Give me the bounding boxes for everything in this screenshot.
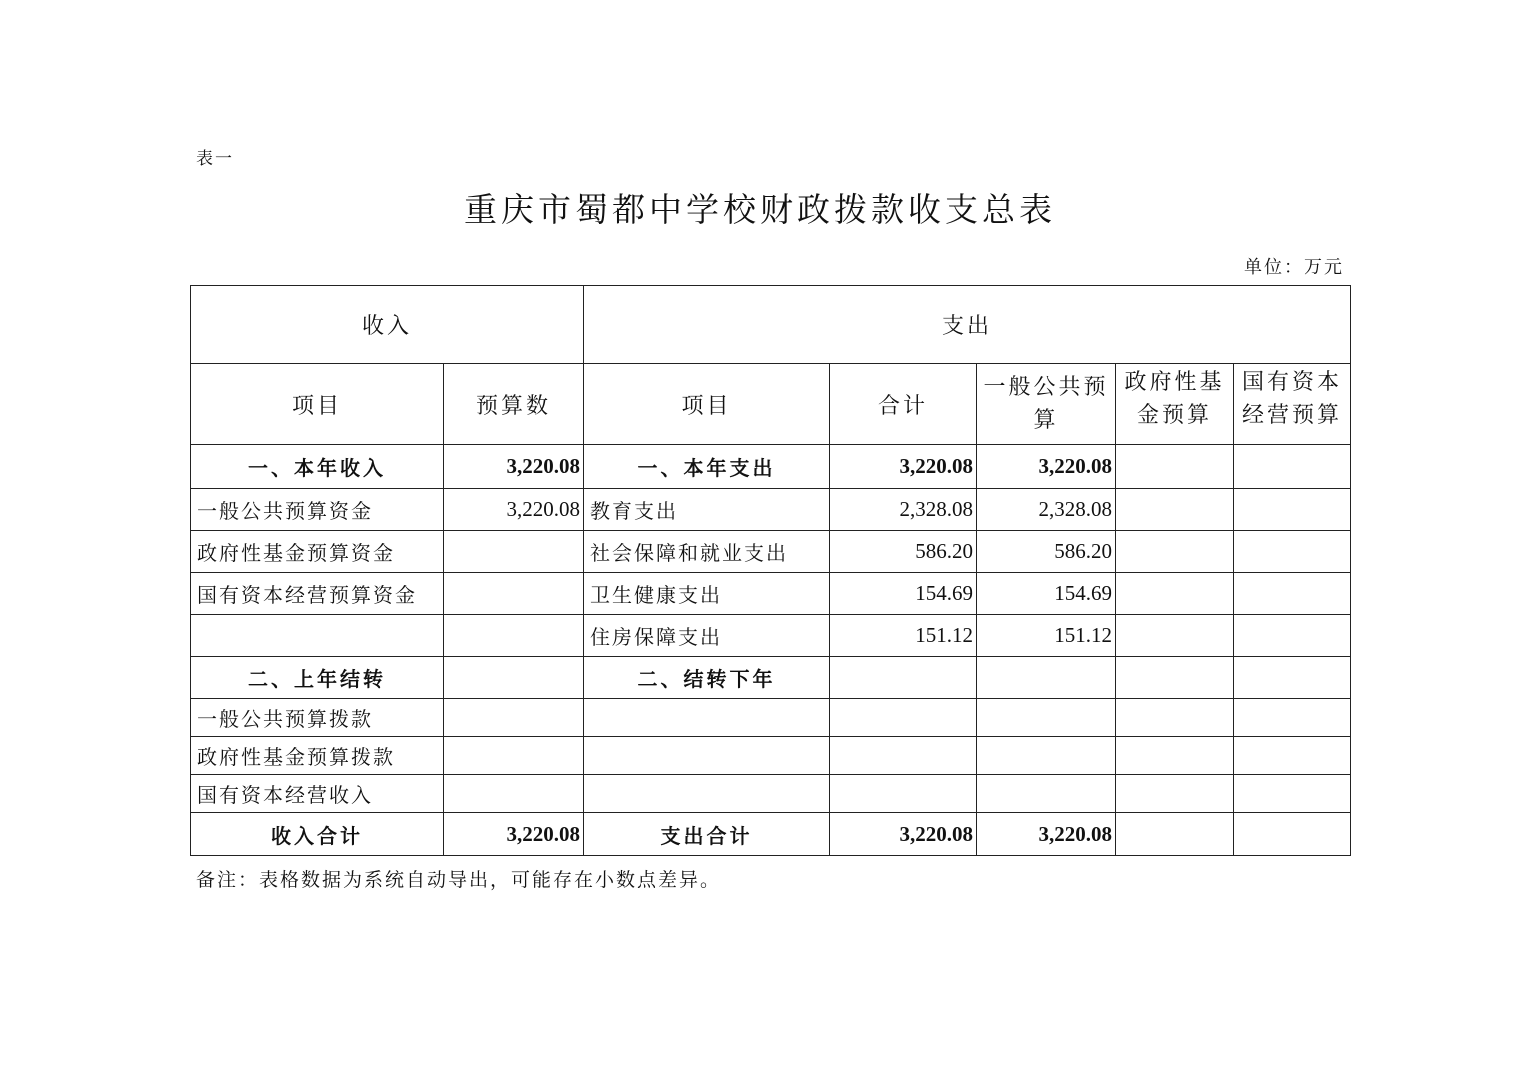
total-value [830, 657, 977, 699]
income-item: 国有资本经营收入 [191, 775, 444, 813]
general-budget-header: 一般公共预算 [977, 364, 1116, 445]
general-value: 586.20 [977, 531, 1116, 573]
expense-item: 住房保障支出 [584, 615, 830, 657]
general-value [977, 775, 1116, 813]
totals-row [191, 813, 1351, 856]
income-value [444, 775, 584, 813]
footnote: 备注：表格数据为系统自动导出，可能存在小数点差异。 [196, 869, 722, 891]
income-item: 一、本年收入 [191, 445, 444, 489]
state-capital-value [1234, 737, 1351, 775]
table-row [191, 775, 1351, 813]
table-row [191, 445, 1351, 489]
income-item: 国有资本经营预算资金 [191, 573, 444, 615]
gov-fund-value [1116, 657, 1234, 699]
expense-item-header: 项目 [584, 364, 830, 445]
total-value: 3,220.08 [830, 813, 977, 856]
gov-fund-value [1116, 615, 1234, 657]
state-capital-value [1234, 615, 1351, 657]
gov-fund-value [1116, 775, 1234, 813]
expense-item: 一、本年支出 [584, 445, 830, 489]
gov-fund-value [1116, 531, 1234, 573]
table-row [191, 657, 1351, 699]
gov-fund-budget-header [1116, 364, 1234, 445]
expense-total-label: 支出合计 [584, 813, 830, 856]
budget-summary-table [190, 285, 1351, 856]
income-value [444, 615, 584, 657]
total-value: 586.20 [830, 531, 977, 573]
expense-item: 卫生健康支出 [584, 573, 830, 615]
general-value [977, 657, 1116, 699]
total-value [830, 737, 977, 775]
gov-fund-budget-header-text: 政府性基金预算 [1124, 370, 1225, 428]
table-row [191, 531, 1351, 573]
gov-fund-value [1116, 699, 1234, 737]
table-row [191, 489, 1351, 531]
general-value: 151.12 [977, 615, 1116, 657]
expense-item [584, 737, 830, 775]
income-item: 政府性基金预算拨款 [191, 737, 444, 775]
income-item: 一般公共预算资金 [191, 489, 444, 531]
table-row [191, 699, 1351, 737]
income-total-label: 收入合计 [191, 813, 444, 856]
general-value [977, 699, 1116, 737]
gov-fund-value [1116, 445, 1234, 489]
gov-fund-value [1116, 813, 1234, 856]
gov-fund-value [1116, 489, 1234, 531]
expense-header: 支出 [584, 286, 1351, 364]
header-row-2 [191, 364, 1351, 445]
general-value [977, 737, 1116, 775]
total-value: 151.12 [830, 615, 977, 657]
state-capital-value [1234, 813, 1351, 856]
income-value: 3,220.08 [444, 445, 584, 489]
expense-item: 教育支出 [584, 489, 830, 531]
income-value [444, 699, 584, 737]
header-row-1 [191, 286, 1351, 364]
state-capital-value [1234, 573, 1351, 615]
table-row [191, 737, 1351, 775]
total-value [830, 775, 977, 813]
total-value [830, 699, 977, 737]
state-capital-value [1234, 657, 1351, 699]
expense-item: 二、结转下年 [584, 657, 830, 699]
income-value: 3,220.08 [444, 489, 584, 531]
state-capital-value [1234, 489, 1351, 531]
state-capital-value [1234, 531, 1351, 573]
income-item: 二、上年结转 [191, 657, 444, 699]
income-total-value: 3,220.08 [444, 813, 584, 856]
state-capital-budget-header-text: 国有资本经营预算 [1242, 370, 1343, 428]
unit-label: 单位：万元 [1244, 257, 1344, 278]
general-value: 3,220.08 [977, 813, 1116, 856]
state-capital-value [1234, 699, 1351, 737]
income-item [191, 615, 444, 657]
table-row [191, 573, 1351, 615]
income-value [444, 573, 584, 615]
income-value [444, 737, 584, 775]
general-value: 3,220.08 [977, 445, 1116, 489]
gov-fund-value [1116, 737, 1234, 775]
general-value: 2,328.08 [977, 489, 1116, 531]
table-label: 表一 [196, 149, 234, 169]
income-value [444, 531, 584, 573]
state-capital-value [1234, 775, 1351, 813]
income-budget-header: 预算数 [444, 364, 584, 445]
total-value: 2,328.08 [830, 489, 977, 531]
income-item: 政府性基金预算资金 [191, 531, 444, 573]
total-header: 合计 [830, 364, 977, 445]
page-title: 重庆市蜀都中学校财政拨款收支总表 [464, 190, 1056, 229]
general-value: 154.69 [977, 573, 1116, 615]
total-value: 3,220.08 [830, 445, 977, 489]
expense-item: 社会保障和就业支出 [584, 531, 830, 573]
state-capital-budget-header [1234, 364, 1351, 445]
income-item-header: 项目 [191, 364, 444, 445]
table-row [191, 615, 1351, 657]
income-header: 收入 [191, 286, 584, 364]
state-capital-value [1234, 445, 1351, 489]
income-item: 一般公共预算拨款 [191, 699, 444, 737]
expense-item [584, 699, 830, 737]
total-value: 154.69 [830, 573, 977, 615]
expense-item [584, 775, 830, 813]
income-value [444, 657, 584, 699]
gov-fund-value [1116, 573, 1234, 615]
